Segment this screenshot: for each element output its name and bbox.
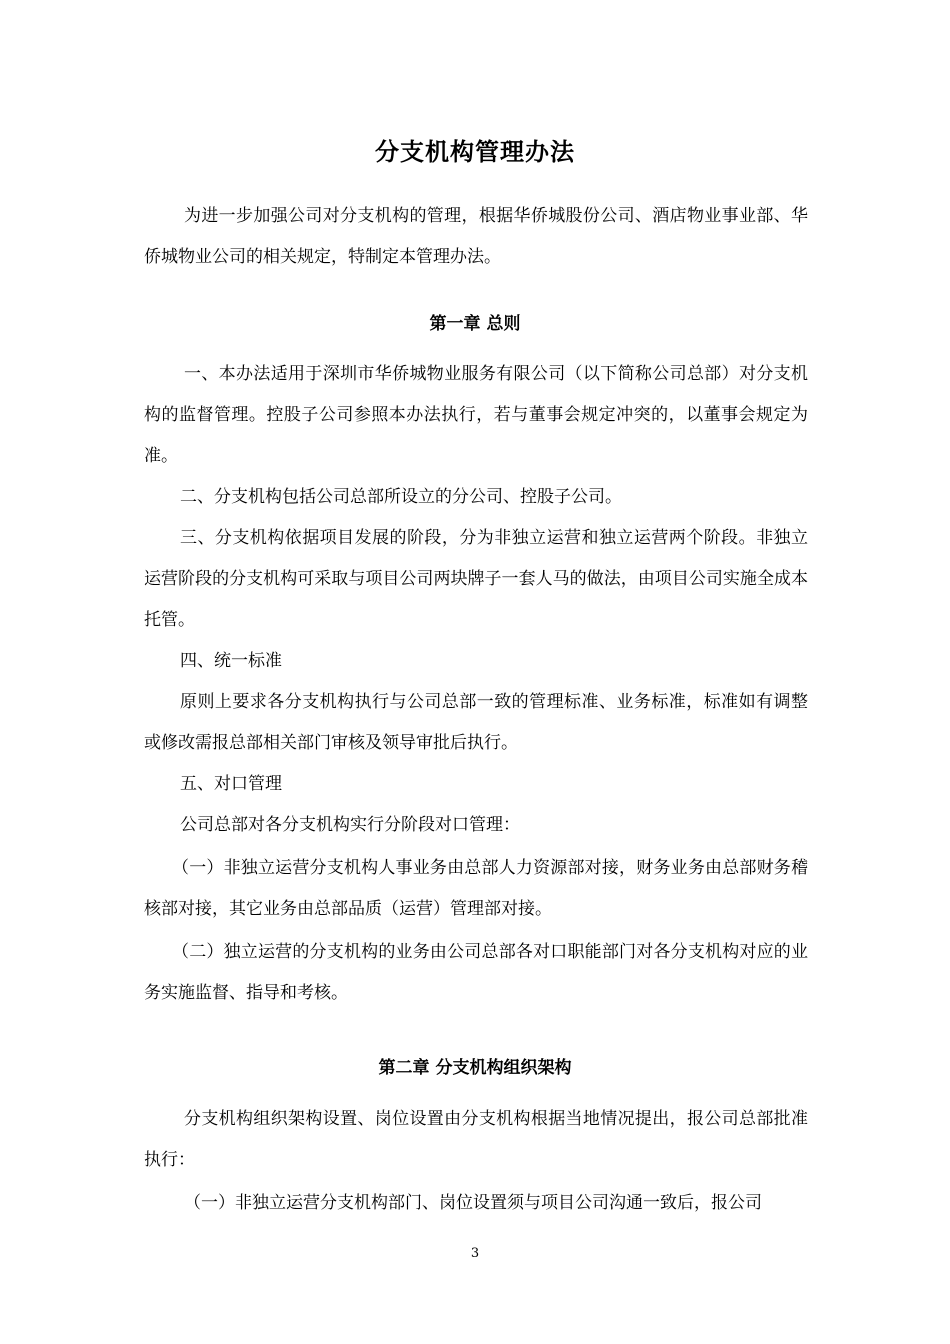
- chapter-1-article-4-body: 原则上要求各分支机构执行与公司总部一致的管理标准、业务标准，标准如有调整或修改需报总部相关部门审核及领导审批后执行。: [144, 692, 808, 753]
- chapter-2-item-1: （一）非独立运营分支机构部门、岗位设置须与项目公司沟通一致后，报公司: [184, 1193, 762, 1213]
- chapter-1-heading: 第一章 总则: [429, 314, 521, 334]
- chapter-1-article-5-item-1: （一）非独立运营分支机构人事业务由总部人力资源部对接，财务业务由总部财务稽核部对接，其它业务由总部品质（运营）管理部对接。: [144, 858, 808, 919]
- chapter-1-article-5-heading: 五、对口管理: [180, 774, 282, 794]
- chapter-1-article-4-heading: 四、统一标准: [180, 651, 282, 671]
- chapter-2-heading: 第二章 分支机构组织架构: [378, 1058, 572, 1078]
- chapter-1-article-5-item-2: （二）独立运营的分支机构的业务由公司总部各对口职能部门对各分支机构对应的业务实施监督、指导和考核。: [144, 942, 808, 1003]
- chapter-1-article-2: 二、分支机构包括公司总部所设立的分公司、控股子公司。: [180, 487, 622, 507]
- chapter-1-article-3: 三、分支机构依据项目发展的阶段，分为非独立运营和独立运营两个阶段。非独立运营阶段的分支机构可采取与项目公司两块牌子一套人马的做法，由项目公司实施全成本托管。: [144, 528, 808, 630]
- chapter-1-article-5-body: 公司总部对各分支机构实行分阶段对口管理：: [180, 815, 520, 835]
- document-title: 分支机构管理办法: [375, 137, 575, 166]
- page-number: 3: [470, 1246, 480, 1261]
- chapter-1-article-1: 一、本办法适用于深圳市华侨城物业服务有限公司（以下简称公司总部）对分支机构的监督管理。控股子公司参照本办法执行，若与董事会规定冲突的，以董事会规定为准。: [144, 364, 808, 466]
- chapter-2-intro: 分支机构组织架构设置、岗位设置由分支机构根据当地情况提出，报公司总部批准执行：: [144, 1109, 808, 1170]
- intro-paragraph: 为进一步加强公司对分支机构的管理，根据华侨城股份公司、酒店物业事业部、华侨城物业公司的相关规定，特制定本管理办法。: [144, 206, 808, 267]
